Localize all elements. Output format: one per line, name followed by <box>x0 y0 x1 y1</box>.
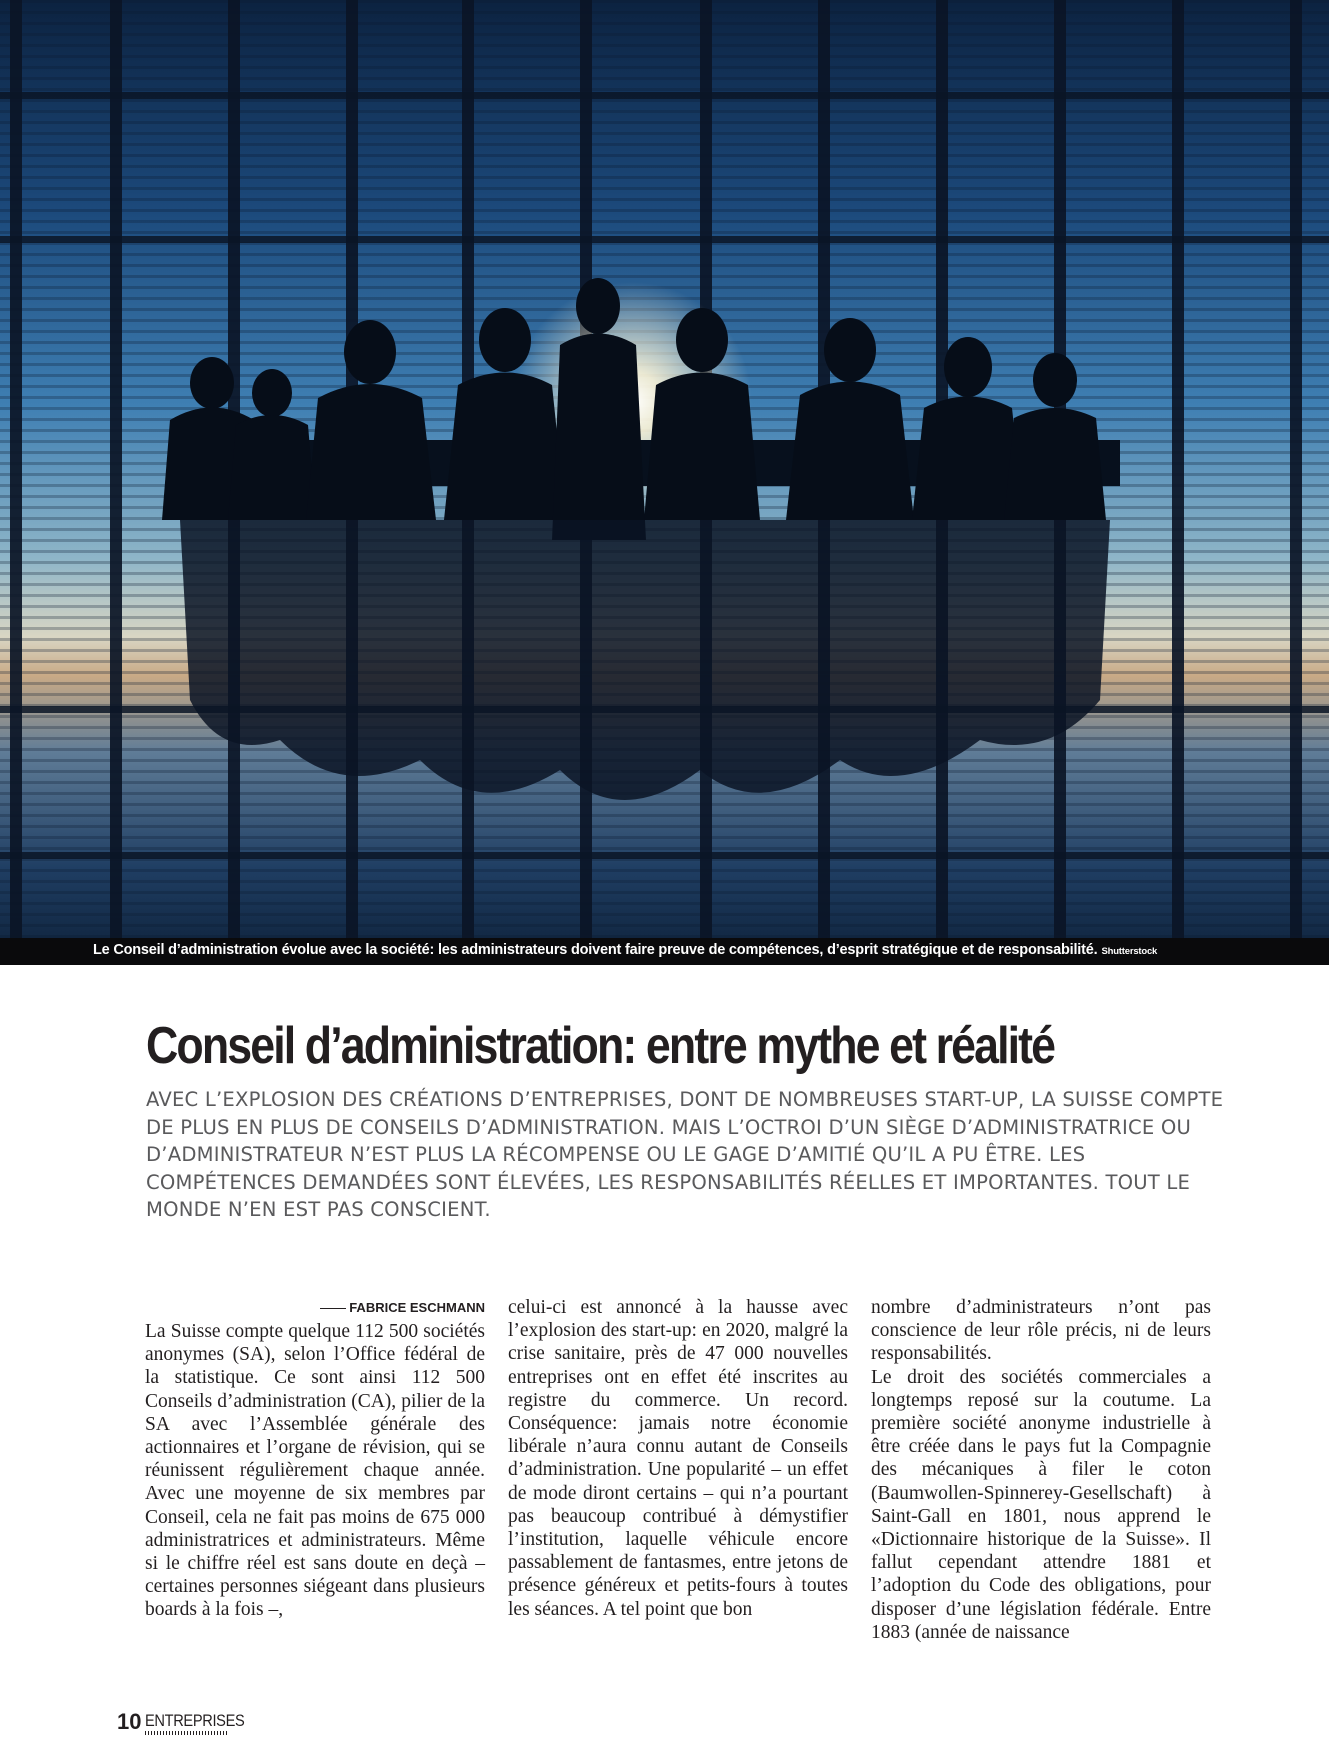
byline <box>311 1300 485 1315</box>
column-1-text: La Suisse compte quelque 112 500 sociétés anonymes (SA), selon l’Office fédéral de la statistique. Ce sont ainsi 112 500 Conseils d’administration (CA), pilier de la SA avec l’Assemblée générale des actionnaires et l’organe de révision, qui se réunissent régulièrement chaque année. Avec une moyenne de six membres par Conseil, cela ne fait pas moins de 675 000 administratrices et administrateurs. Même si le chiffre réel est sans doute en deçà – certaines personnes siégeant dans plusieurs boards à la fois –, <box>145 1321 485 1621</box>
photo-caption <box>93 942 1243 958</box>
column-3-paragraph-2: Le droit des sociétés commerciales a longtemps reposé sur la coutume. La première société anonyme industrielle à être créée dans le pays fut la Compagnie des mécaniques à filer le coton (Baumwollen-Spinnerey-Gesellschaft) à Saint-Gall en 1801, nous apprend le «Dictionnaire historique de la Suisse». Il fallut cependant attendre 1881 et l’adoption du Code des obligations, pour disposer d’une législation fédérale. Entre 1883 (année de naissance <box>871 1366 1211 1643</box>
article-headline: Conseil d’administration: entre mythe et réalité <box>146 1017 1055 1075</box>
body-column-1 <box>145 1320 485 1622</box>
article-lede: AVEC L’EXPLOSION DES CRÉATIONS D’ENTREPRISES, DONT DE NOMBREUSES START-UP, LA SUISSE COMPTE DE PLUS EN PLUS DE CONSEILS D’ADMINISTRATION. MAIS L’OCTROI D’UN SIÈGE D’ADMINISTRATRICE OU D’ADMINISTRATEUR N’EST PLUS LA RÉCOMPENSE OU LE GAGE D’AMITIÉ QU’IL A PU ÊTRE. LES COMPÉTENCES DEMANDÉES SONT ÉLEVÉES, LES RESPONSABILITÉS RÉELLES ET IMPORTANTES. TOUT LE MONDE N’EN EST PAS CONSCIENT. <box>146 1088 1224 1222</box>
photo-credit: Shutterstock <box>1101 946 1158 957</box>
byline-author: FABRICE ESCHMANN <box>349 1300 485 1315</box>
byline-rule <box>320 1308 346 1309</box>
section-label: ENTREPRISES <box>145 1711 245 1730</box>
page-number: 10 <box>117 1709 142 1734</box>
column-2-text: celui-ci est annoncé à la hausse avec l’explosion des start-up: en 2020, malgré la crise sanitaire, près de 47 000 nouvelles entreprises ont en effet été inscrites au registre du commerce. Un record. Conséquence: jamais notre économie libérale n’aura connu autant de Conseils d’administration. Une popularité – un effet de mode diront certains – qui n’a pourtant pas beaucoup contribué à démystifier l’institution, laquelle véhicule encore passablement de fantasmes, entre jetons de présence généreux et petits-fours à toutes les séances. A tel point que bon <box>508 1297 848 1620</box>
section-rule <box>145 1731 227 1735</box>
body-column-3 <box>871 1296 1211 1644</box>
column-3-paragraph-1: nombre d’administrateurs n’ont pas conscience de leur rôle précis, ni de leurs responsabilités. <box>871 1297 1211 1365</box>
caption-text: Le Conseil d’administration évolue avec la société: les administrateurs doivent faire preuve de compétences, d’esprit stratégique et de responsabilité. <box>93 942 1098 958</box>
body-column-2 <box>508 1296 848 1621</box>
